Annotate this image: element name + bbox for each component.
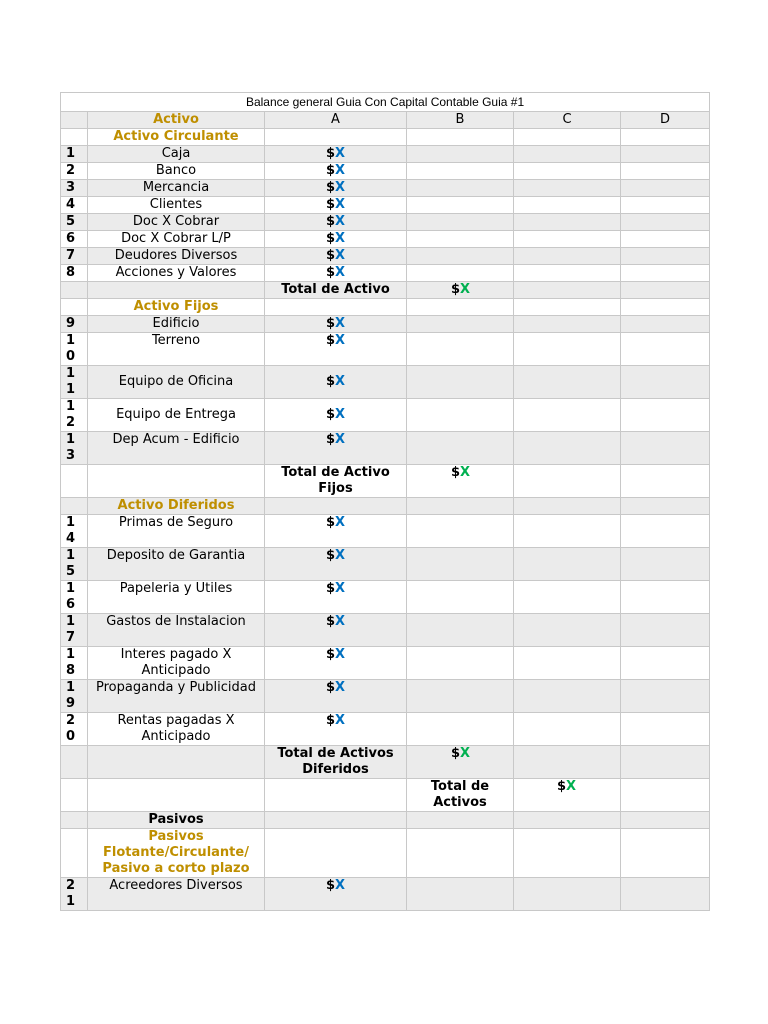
row-label[interactable]: Doc X Cobrar L/P <box>88 231 265 248</box>
section-activo-diferidos[interactable]: Activo Diferidos <box>88 498 265 515</box>
header-col-c[interactable]: C <box>514 112 621 129</box>
row-number[interactable]: 10 <box>61 333 88 366</box>
empty-cell[interactable] <box>621 248 710 265</box>
row-label[interactable]: Acreedores Diversos <box>88 878 265 911</box>
section-row <box>61 829 710 878</box>
value-cell-a[interactable] <box>265 197 407 214</box>
row-label[interactable]: Papeleria y Utiles <box>88 581 265 614</box>
value-cell-a[interactable] <box>265 214 407 231</box>
row-number[interactable]: 15 <box>61 548 88 581</box>
empty-cell[interactable] <box>514 647 621 680</box>
empty-cell[interactable] <box>621 231 710 248</box>
balance-sheet-table <box>60 92 710 911</box>
value-cell-a[interactable] <box>265 316 407 333</box>
value-cell-a[interactable] <box>265 366 407 399</box>
empty-cell[interactable] <box>621 265 710 282</box>
money-placeholder: $X <box>326 333 346 348</box>
empty-cell[interactable] <box>265 299 407 316</box>
empty-cell[interactable] <box>621 779 710 812</box>
empty-cell[interactable] <box>407 713 514 746</box>
empty-cell[interactable] <box>407 366 514 399</box>
row-label[interactable]: Deposito de Garantia <box>88 548 265 581</box>
money-placeholder: $X <box>326 163 346 178</box>
empty-cell[interactable] <box>265 829 407 878</box>
money-placeholder: $X <box>326 432 346 447</box>
empty-cell[interactable] <box>407 299 514 316</box>
money-placeholder: $X <box>326 180 346 195</box>
empty-cell[interactable] <box>621 282 710 299</box>
empty-cell[interactable] <box>621 299 710 316</box>
empty-cell[interactable] <box>621 515 710 548</box>
empty-cell[interactable] <box>407 614 514 647</box>
value-cell-a[interactable] <box>265 333 407 366</box>
empty-cell[interactable] <box>407 265 514 282</box>
section-row <box>61 299 710 316</box>
empty-cell[interactable] <box>621 197 710 214</box>
empty-cell[interactable] <box>407 197 514 214</box>
total-activo-value[interactable] <box>407 282 514 299</box>
money-placeholder: $X <box>557 779 577 794</box>
table-row <box>61 647 710 680</box>
empty-cell[interactable] <box>514 498 621 515</box>
empty-cell[interactable] <box>514 248 621 265</box>
table-row <box>61 366 710 399</box>
row-label[interactable]: Edificio <box>88 316 265 333</box>
empty-cell[interactable] <box>407 581 514 614</box>
value-cell-a[interactable] <box>265 614 407 647</box>
empty-cell[interactable] <box>621 647 710 680</box>
row-label[interactable]: Equipo de Entrega <box>88 399 265 432</box>
row-label[interactable]: Equipo de Oficina <box>88 366 265 399</box>
empty-cell[interactable] <box>407 163 514 180</box>
row-label[interactable]: Banco <box>88 163 265 180</box>
row-number[interactable]: 16 <box>61 581 88 614</box>
empty-cell[interactable] <box>61 746 88 779</box>
empty-cell[interactable] <box>265 498 407 515</box>
value-cell-a[interactable] <box>265 248 407 265</box>
empty-cell[interactable] <box>407 498 514 515</box>
empty-cell[interactable] <box>407 399 514 432</box>
table-row <box>61 163 710 180</box>
row-number[interactable]: 6 <box>61 231 88 248</box>
empty-cell[interactable] <box>514 812 621 829</box>
empty-cell[interactable] <box>407 248 514 265</box>
money-placeholder: $X <box>326 265 346 280</box>
empty-cell[interactable] <box>514 432 621 465</box>
money-placeholder: $X <box>326 316 346 331</box>
empty-cell[interactable] <box>514 878 621 911</box>
row-number[interactable]: 1 <box>61 146 88 163</box>
money-placeholder: $X <box>326 374 346 389</box>
value-cell-a[interactable] <box>265 163 407 180</box>
empty-cell[interactable] <box>514 265 621 282</box>
empty-cell[interactable] <box>407 180 514 197</box>
row-label[interactable]: Primas de Seguro <box>88 515 265 548</box>
empty-cell[interactable] <box>265 812 407 829</box>
row-number[interactable]: 20 <box>61 713 88 746</box>
empty-cell[interactable] <box>514 214 621 231</box>
table-row <box>61 680 710 713</box>
empty-cell[interactable] <box>514 746 621 779</box>
header-col-b[interactable]: B <box>407 112 514 129</box>
empty-cell[interactable] <box>514 197 621 214</box>
empty-cell[interactable] <box>621 214 710 231</box>
row-number[interactable]: 14 <box>61 515 88 548</box>
empty-cell[interactable] <box>621 146 710 163</box>
value-cell-a[interactable] <box>265 231 407 248</box>
empty-cell[interactable] <box>514 548 621 581</box>
empty-cell[interactable] <box>88 746 265 779</box>
empty-cell[interactable] <box>514 614 621 647</box>
empty-cell[interactable] <box>407 829 514 878</box>
empty-cell[interactable] <box>407 812 514 829</box>
empty-cell[interactable] <box>88 465 265 498</box>
empty-cell[interactable] <box>88 282 265 299</box>
value-cell-a[interactable] <box>265 713 407 746</box>
row-number[interactable]: 12 <box>61 399 88 432</box>
empty-cell[interactable] <box>61 829 88 878</box>
value-cell-a[interactable] <box>265 432 407 465</box>
empty-cell[interactable] <box>621 180 710 197</box>
empty-cell[interactable] <box>621 812 710 829</box>
empty-cell[interactable] <box>407 680 514 713</box>
empty-cell[interactable] <box>407 333 514 366</box>
row-number[interactable]: 13 <box>61 432 88 465</box>
empty-cell[interactable] <box>621 581 710 614</box>
money-placeholder: $X <box>326 581 346 596</box>
row-number[interactable]: 18 <box>61 647 88 680</box>
empty-cell[interactable] <box>514 515 621 548</box>
money-placeholder: $X <box>451 282 471 297</box>
empty-cell[interactable] <box>61 779 88 812</box>
value-cell-a[interactable] <box>265 647 407 680</box>
section-row <box>61 129 710 146</box>
empty-cell[interactable] <box>514 299 621 316</box>
money-placeholder: $X <box>326 548 346 563</box>
total-row <box>61 465 710 498</box>
empty-cell[interactable] <box>407 214 514 231</box>
row-label[interactable]: Deudores Diversos <box>88 248 265 265</box>
value-cell-a[interactable] <box>265 878 407 911</box>
table-row <box>61 197 710 214</box>
table-row <box>61 432 710 465</box>
row-number[interactable]: 21 <box>61 878 88 911</box>
total-activo-fijos-value[interactable] <box>407 465 514 498</box>
empty-cell[interactable] <box>514 180 621 197</box>
empty-cell[interactable] <box>514 465 621 498</box>
table-row <box>61 614 710 647</box>
table-row <box>61 333 710 366</box>
total-activo-fijos-label[interactable]: Total de Activo Fijos <box>265 465 407 498</box>
empty-cell[interactable] <box>621 548 710 581</box>
row-number[interactable]: 17 <box>61 614 88 647</box>
empty-cell[interactable] <box>407 129 514 146</box>
table-row <box>61 548 710 581</box>
money-placeholder: $X <box>326 248 346 263</box>
empty-cell[interactable] <box>621 878 710 911</box>
empty-cell[interactable] <box>621 333 710 366</box>
empty-cell[interactable] <box>621 366 710 399</box>
total-activos-value[interactable] <box>514 779 621 812</box>
empty-cell[interactable] <box>621 163 710 180</box>
table-row <box>61 214 710 231</box>
empty-cell[interactable] <box>621 465 710 498</box>
empty-cell[interactable] <box>407 515 514 548</box>
empty-cell[interactable] <box>514 366 621 399</box>
value-cell-a[interactable] <box>265 265 407 282</box>
value-cell-a[interactable] <box>265 515 407 548</box>
section-row <box>61 812 710 829</box>
value-cell-a[interactable] <box>265 581 407 614</box>
money-placeholder: $X <box>326 146 346 161</box>
sheet-title[interactable]: Balance general Guia Con Capital Contable Guia #1 <box>61 93 710 112</box>
section-row <box>61 498 710 515</box>
empty-cell[interactable] <box>265 779 407 812</box>
row-label[interactable]: Rentas pagadas X Anticipado <box>88 713 265 746</box>
table-row <box>61 248 710 265</box>
money-placeholder: $X <box>326 407 346 422</box>
header-col-d[interactable]: D <box>621 112 710 129</box>
total-activos-label[interactable]: Total de Activos <box>407 779 514 812</box>
row-label[interactable]: Mercancia <box>88 180 265 197</box>
empty-cell[interactable] <box>621 829 710 878</box>
empty-cell[interactable] <box>514 713 621 746</box>
row-number[interactable]: 3 <box>61 180 88 197</box>
table-row <box>61 878 710 911</box>
empty-cell[interactable] <box>621 399 710 432</box>
empty-cell[interactable] <box>514 231 621 248</box>
header-activo[interactable]: Activo <box>88 112 265 129</box>
empty-cell[interactable] <box>61 812 88 829</box>
value-cell-a[interactable] <box>265 548 407 581</box>
corner-cell[interactable] <box>61 112 88 129</box>
empty-cell[interactable] <box>407 231 514 248</box>
row-label[interactable]: Propaganda y Publicidad <box>88 680 265 713</box>
section-pasivos-flotante[interactable]: Pasivos Flotante/Circulante/ Pasivo a corto plazo <box>88 829 265 878</box>
table-row <box>61 399 710 432</box>
money-placeholder: $X <box>326 614 346 629</box>
total-activos-diferidos-value[interactable] <box>407 746 514 779</box>
table-row <box>61 231 710 248</box>
row-label[interactable]: Terreno <box>88 333 265 366</box>
table-row <box>61 316 710 333</box>
empty-cell[interactable] <box>514 282 621 299</box>
money-placeholder: $X <box>326 231 346 246</box>
row-label[interactable]: Dep Acum - Edificio <box>88 432 265 465</box>
total-activo-label[interactable]: Total de Activo <box>265 282 407 299</box>
empty-cell[interactable] <box>514 829 621 878</box>
empty-cell[interactable] <box>407 647 514 680</box>
row-number[interactable]: 11 <box>61 366 88 399</box>
total-activos-diferidos-label[interactable]: Total de Activos Diferidos <box>265 746 407 779</box>
row-number[interactable]: 5 <box>61 214 88 231</box>
empty-cell[interactable] <box>514 316 621 333</box>
money-placeholder: $X <box>326 647 346 662</box>
section-activo-circulante[interactable]: Activo Circulante <box>88 129 265 146</box>
empty-cell[interactable] <box>407 432 514 465</box>
empty-cell[interactable] <box>514 333 621 366</box>
empty-cell[interactable] <box>61 465 88 498</box>
row-number[interactable]: 2 <box>61 163 88 180</box>
total-row <box>61 779 710 812</box>
empty-cell[interactable] <box>407 316 514 333</box>
header-col-a[interactable]: A <box>265 112 407 129</box>
money-placeholder: $X <box>451 465 471 480</box>
empty-cell[interactable] <box>621 680 710 713</box>
empty-cell[interactable] <box>621 432 710 465</box>
empty-cell[interactable] <box>514 129 621 146</box>
value-cell-a[interactable] <box>265 680 407 713</box>
money-placeholder: $X <box>326 197 346 212</box>
value-cell-a[interactable] <box>265 180 407 197</box>
section-activo-fijos[interactable]: Activo Fijos <box>88 299 265 316</box>
empty-cell[interactable] <box>621 614 710 647</box>
value-cell-a[interactable] <box>265 146 407 163</box>
row-label[interactable]: Acciones y Valores <box>88 265 265 282</box>
row-number[interactable]: 7 <box>61 248 88 265</box>
row-label[interactable]: Interes pagado X Anticipado <box>88 647 265 680</box>
empty-cell[interactable] <box>407 878 514 911</box>
table-row <box>61 515 710 548</box>
empty-cell[interactable] <box>514 146 621 163</box>
value-cell-a[interactable] <box>265 399 407 432</box>
empty-cell[interactable] <box>514 581 621 614</box>
empty-cell[interactable] <box>621 129 710 146</box>
table-row <box>61 713 710 746</box>
row-number[interactable]: 9 <box>61 316 88 333</box>
money-placeholder: $X <box>326 878 346 893</box>
empty-cell[interactable] <box>514 680 621 713</box>
money-placeholder: $X <box>326 515 346 530</box>
money-placeholder: $X <box>326 214 346 229</box>
row-label[interactable]: Caja <box>88 146 265 163</box>
row-number[interactable]: 4 <box>61 197 88 214</box>
total-row <box>61 282 710 299</box>
empty-cell[interactable] <box>61 498 88 515</box>
money-placeholder: $X <box>451 746 471 761</box>
empty-cell[interactable] <box>61 129 88 146</box>
empty-cell[interactable] <box>621 316 710 333</box>
table-row <box>61 265 710 282</box>
row-label[interactable]: Gastos de Instalacion <box>88 614 265 647</box>
empty-cell[interactable] <box>514 163 621 180</box>
empty-cell[interactable] <box>407 146 514 163</box>
section-pasivos[interactable]: Pasivos <box>88 812 265 829</box>
table-row <box>61 581 710 614</box>
money-placeholder: $X <box>326 680 346 695</box>
table-row <box>61 180 710 197</box>
empty-cell[interactable] <box>621 746 710 779</box>
row-number[interactable]: 8 <box>61 265 88 282</box>
row-label[interactable]: Doc X Cobrar <box>88 214 265 231</box>
empty-cell[interactable] <box>407 548 514 581</box>
row-label[interactable]: Clientes <box>88 197 265 214</box>
empty-cell[interactable] <box>621 498 710 515</box>
empty-cell[interactable] <box>61 282 88 299</box>
money-placeholder: $X <box>326 713 346 728</box>
header-row <box>61 112 710 129</box>
empty-cell[interactable] <box>621 713 710 746</box>
table-row <box>61 146 710 163</box>
total-row <box>61 746 710 779</box>
empty-cell[interactable] <box>88 779 265 812</box>
empty-cell[interactable] <box>265 129 407 146</box>
empty-cell[interactable] <box>61 299 88 316</box>
empty-cell[interactable] <box>514 399 621 432</box>
row-number[interactable]: 19 <box>61 680 88 713</box>
